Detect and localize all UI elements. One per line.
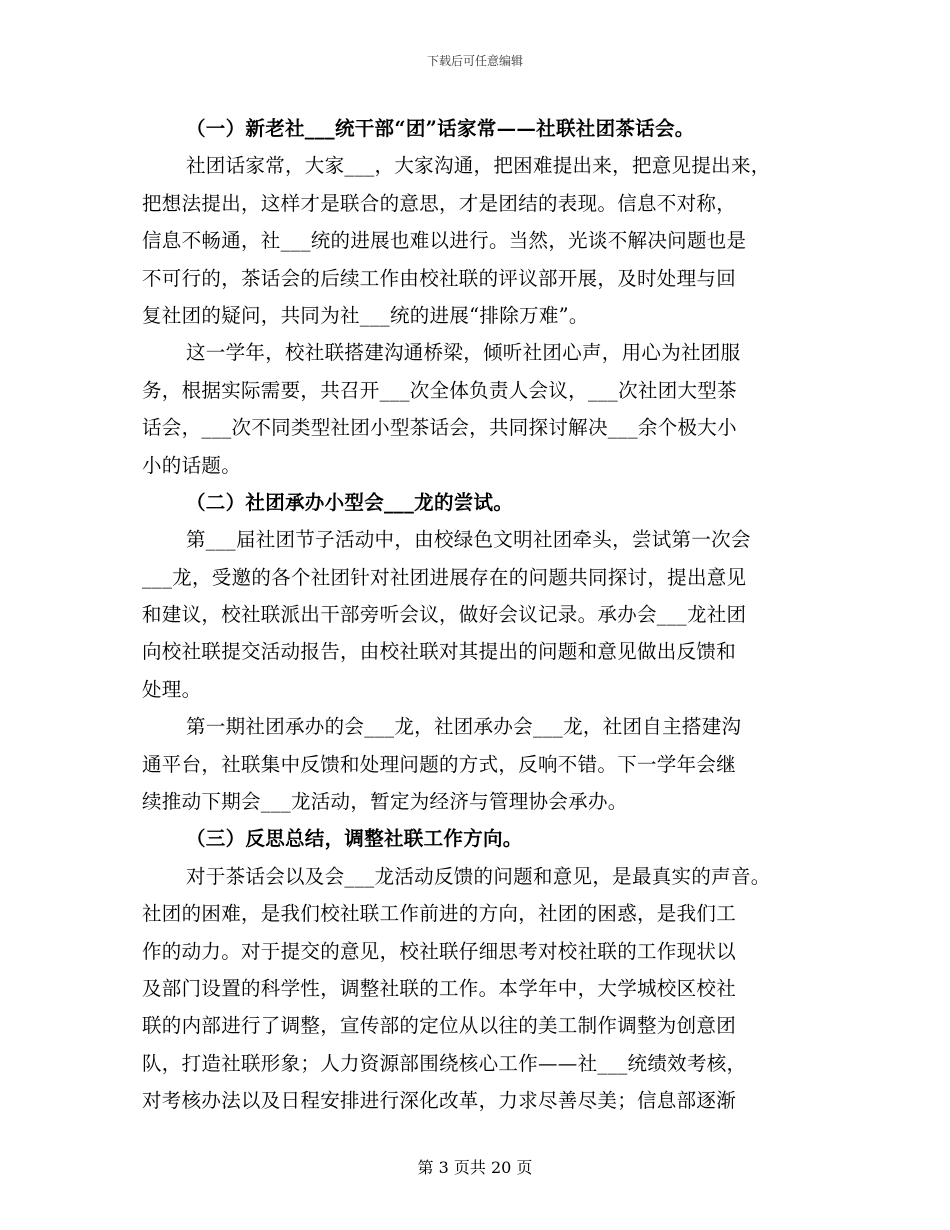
paragraph-line: 务，根据实际需要，共召开___次全体负责人会议，___次社团大型茶 [142, 378, 737, 402]
paragraph-line: 这一学年，校社联搭建沟通桥梁，倾听社团心声，用心为社团服 [186, 341, 741, 365]
paragraph-line: 和建议，校社联派出干部旁听会议，做好会议记录。承办会___龙社团 [142, 603, 747, 627]
paragraph-line: 向校社联提交活动报告，由校社联对其提出的问题和意见做出反馈和 [142, 640, 737, 664]
paragraph-line: 话会，___次不同类型社团小型茶话会，共同探讨解决___余个极大小 [142, 416, 737, 440]
paragraph-line: 联的内部进行了调整，宣传部的定位从以往的美工制作调整为创意团 [142, 1014, 737, 1038]
paragraph-line: 对考核办法以及日程安排进行深化改革，力求尽善尽美；信息部逐渐 [142, 1089, 737, 1113]
paragraph-line: 及部门设置的科学性，调整社联的工作。本学年中，大学城校区校社 [142, 976, 737, 1000]
paragraph-line: 续推动下期会___龙活动，暂定为经济与管理协会承办。 [142, 790, 628, 814]
document-body [142, 110, 822, 1120]
paragraph-line: 第___届社团节子活动中，由校绿色文明社团牵头，尝试第一次会 [186, 528, 751, 552]
paragraph-line: 队，打造社联形象；人力资源部围绕核心工作——社___统绩效考核， [142, 1051, 747, 1075]
page-number: 第 3 页共 20 页 [417, 1158, 533, 1177]
paragraph-line: 把想法提出，这样才是联合的意思，才是团结的表现。信息不对称， [142, 191, 737, 215]
paragraph-line: 作的动力。对于提交的意见，校社联仔细思考对校社联的工作现状以 [142, 939, 737, 963]
paragraph-line: 复社团的疑问，共同为社___统的进展“排除万难”。 [142, 303, 589, 327]
paragraph-line: 对于茶话会以及会___龙活动反馈的问题和意见，是最真实的声音。 [186, 864, 771, 888]
section-heading-2: （二）社团承办小型会___龙的尝试。 [186, 490, 514, 514]
paragraph-line: 通平台，社联集中反馈和处理问题的方式，反响不错。下一学年会继 [142, 752, 737, 776]
paragraph-line: 不可行的，茶话会的后续工作由校社联的评议部开展，及时处理与回 [142, 266, 737, 290]
paragraph-line: 社团的困难，是我们校社联工作前进的方向，社团的困惑，是我们工 [142, 902, 737, 926]
paragraph-line: 处理。 [142, 677, 202, 701]
section-heading-1: （一）新老社___统干部“团”话家常——社联社团茶话会。 [186, 117, 695, 140]
paragraph-line: 小的话题。 [142, 453, 242, 477]
paragraph-line: ___龙，受邀的各个社团针对社团进展存在的问题共同探讨，提出意见 [142, 565, 747, 589]
section-heading-3: （三）反思总结，调整社联工作方向。 [186, 827, 523, 851]
paragraph-line: 第一期社团承办的会___龙，社团承办会___龙，社团自主搭建沟 [186, 715, 742, 739]
paragraph-line: 信息不畅通，社___统的进展也难以进行。当然，光谈不解决问题也是 [142, 229, 747, 253]
paragraph-line: 社团话家常，大家___，大家沟通，把困难提出来，把意见提出来， [186, 154, 771, 178]
header-note: 下载后可任意编辑 [426, 54, 523, 68]
